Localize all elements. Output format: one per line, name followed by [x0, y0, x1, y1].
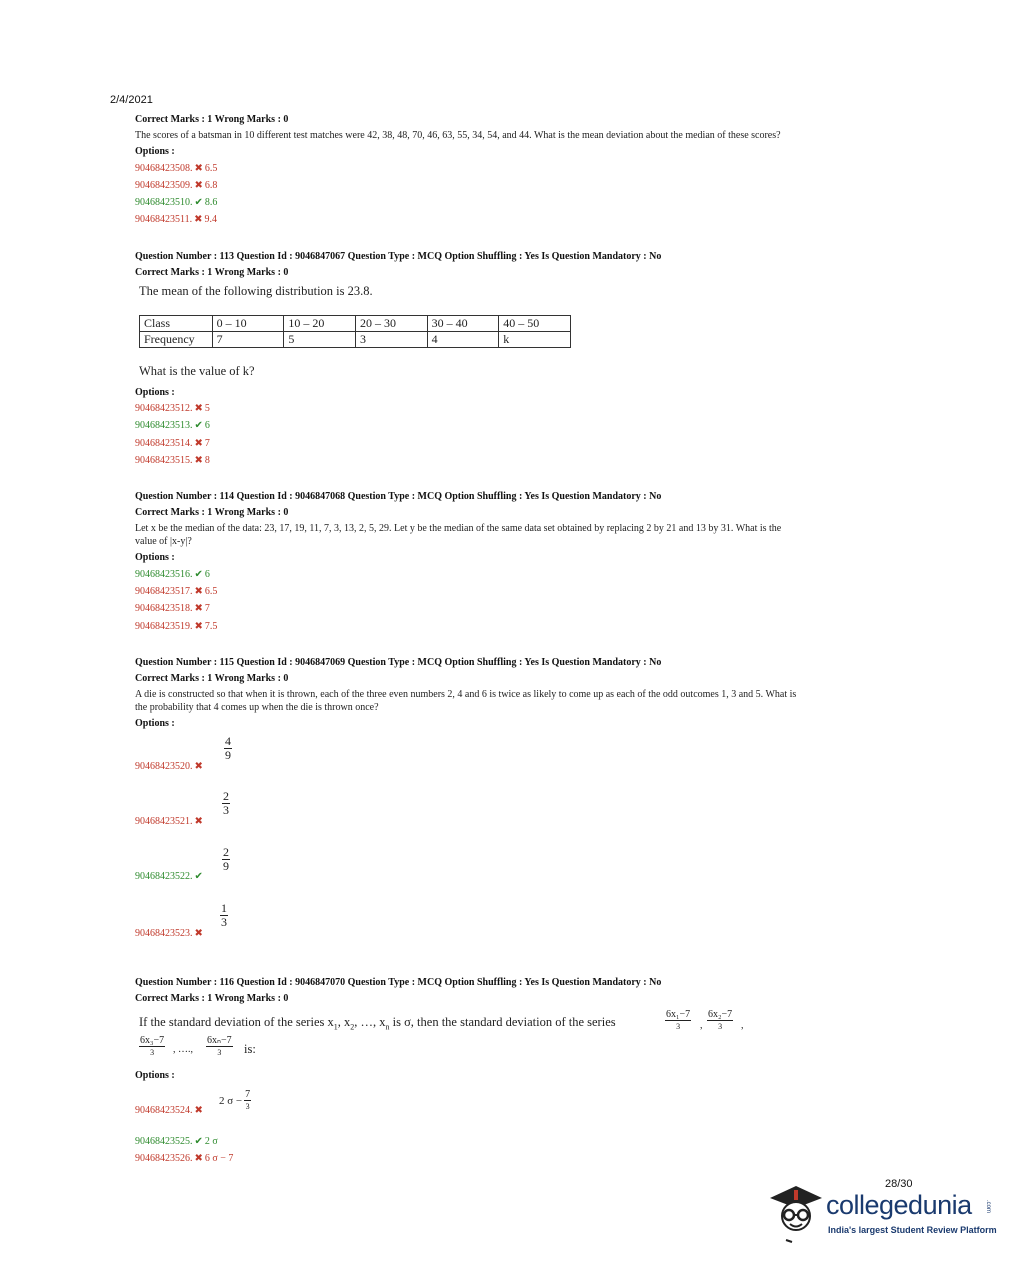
option-value: 6 σ − 7	[204, 1153, 234, 1164]
q113-marks: Correct Marks : 1 Wrong Marks : 0	[135, 267, 289, 278]
cross-icon: ✖	[194, 586, 203, 597]
option-id: 90468423518.	[135, 603, 193, 614]
numerator: 6x₁−7	[666, 1009, 691, 1020]
denominator: 3	[245, 1102, 250, 1111]
stem-text: is σ, then the standard deviation of the series	[389, 1015, 616, 1029]
check-icon: ✔	[194, 420, 203, 431]
denominator: 3	[221, 915, 227, 929]
table-cell: 10 – 20	[284, 316, 356, 332]
page-number: 28/30	[885, 1178, 913, 1190]
q115-marks: Correct Marks : 1 Wrong Marks : 0	[135, 673, 289, 684]
option-value: 6	[204, 420, 210, 431]
denominator: 9	[223, 859, 229, 873]
denominator: 9	[225, 748, 231, 762]
q115-option-4-id	[135, 928, 205, 939]
denominator: 3	[676, 1022, 681, 1031]
option-value: 6.5	[204, 586, 218, 597]
numerator: 2	[223, 845, 229, 859]
numerator: 1	[221, 901, 227, 915]
q113-header: Question Number : 113 Question Id : 9046847067 Question Type : MCQ Option Shuffling : Yes Is Question Mandatory : No	[135, 251, 662, 262]
option-value: 7	[204, 603, 210, 614]
q115-text-line2: the probability that 4 comes up when the die is thrown once?	[135, 702, 379, 713]
denominator: 3	[223, 803, 229, 817]
q116-fraction-2	[707, 1009, 733, 1032]
cross-icon: ✖	[194, 1105, 203, 1116]
q116-fraction-n	[206, 1035, 233, 1058]
ellipsis: , ….,	[173, 1044, 193, 1055]
q116-option-1-expr	[219, 1089, 251, 1112]
table-cell: 5	[284, 332, 356, 348]
distribution-table	[139, 315, 571, 348]
q116-stem-line1	[139, 1015, 616, 1032]
collegedunia-logo-text: collegedunia	[826, 1190, 972, 1220]
option-id: 90468423514.	[135, 438, 193, 449]
q114-options-label: Options :	[135, 552, 175, 563]
option-value: 6.5	[204, 163, 218, 174]
q115-option-3-id	[135, 871, 205, 882]
table-row	[140, 316, 571, 332]
option-id: 90468423524.	[135, 1105, 193, 1116]
option-value: 6.8	[204, 180, 218, 191]
q116-option-2	[135, 1136, 218, 1147]
comma: ,	[741, 1020, 744, 1031]
q112-option-4	[135, 214, 217, 225]
expr-text: 2 σ −	[219, 1094, 243, 1107]
q114-header: Question Number : 114 Question Id : 9046847068 Question Type : MCQ Option Shuffling : Yes Is Question Mandatory : No	[135, 491, 662, 502]
subscript: 1	[333, 1022, 338, 1032]
option-id: 90468423520.	[135, 761, 193, 772]
q114-option-2	[135, 586, 217, 597]
q115-header: Question Number : 115 Question Id : 9046847069 Question Type : MCQ Option Shuffling : Yes Is Question Mandatory : No	[135, 657, 662, 668]
cross-icon: ✖	[194, 603, 203, 614]
q116-options-label: Options :	[135, 1070, 175, 1081]
q112-option-3	[135, 197, 217, 208]
option-id: 90468423511.	[135, 214, 193, 225]
cross-icon: ✖	[194, 455, 203, 466]
comma: ,	[700, 1020, 703, 1031]
numerator: 6x₂−7	[708, 1009, 733, 1020]
q113-option-4	[135, 455, 210, 466]
cross-icon: ✖	[194, 438, 203, 449]
page-date: 2/4/2021	[110, 94, 153, 106]
q113-intro: The mean of the following distribution is 23.8.	[139, 284, 373, 298]
stem-text: If the standard deviation of the series x	[139, 1015, 334, 1029]
table-cell: Frequency	[140, 332, 213, 348]
table-cell: 0 – 10	[212, 316, 284, 332]
numerator: 2	[223, 789, 229, 803]
option-id: 90468423519.	[135, 621, 193, 632]
table-cell: 7	[212, 332, 284, 348]
q112-marks: Correct Marks : 1 Wrong Marks : 0	[135, 114, 289, 125]
check-icon: ✔	[194, 197, 203, 208]
denominator: 3	[217, 1048, 222, 1057]
denominator: 3	[718, 1022, 723, 1031]
q116-marks: Correct Marks : 1 Wrong Marks : 0	[135, 993, 289, 1004]
option-value: 2 σ	[204, 1136, 218, 1147]
option-value: 8	[204, 455, 210, 466]
option-value: 6	[204, 569, 210, 580]
cross-icon: ✖	[194, 761, 203, 772]
q115-options-label: Options :	[135, 718, 175, 729]
q115-option-1-fraction	[224, 735, 232, 762]
subscript: n	[385, 1022, 390, 1032]
option-value: 5	[204, 403, 210, 414]
option-id: 90468423523.	[135, 928, 193, 939]
q112-option-1	[135, 163, 217, 174]
option-id: 90468423522.	[135, 871, 193, 882]
q112-option-2	[135, 180, 217, 191]
cross-icon: ✖	[194, 180, 203, 191]
q115-option-2-fraction	[222, 790, 230, 817]
option-id: 90468423525.	[135, 1136, 193, 1147]
stem-text: , x	[337, 1015, 351, 1029]
cross-icon: ✖	[194, 403, 203, 414]
option-id: 90468423509.	[135, 180, 193, 191]
cross-icon: ✖	[194, 163, 203, 174]
option-id: 90468423516.	[135, 569, 193, 580]
option-id: 90468423513.	[135, 420, 193, 431]
table-cell: 4	[427, 332, 499, 348]
q114-option-4	[135, 621, 217, 632]
option-id: 90468423510.	[135, 197, 193, 208]
q114-option-1	[135, 569, 210, 580]
cross-icon: ✖	[194, 621, 203, 632]
check-icon: ✔	[194, 1136, 203, 1147]
table-row	[140, 332, 571, 348]
q115-text-line1: A die is constructed so that when it is thrown, each of the three even numbers 2, 4 and 6 is twice as likely to come up as each of the odd outcomes 1, 3 and 5. What is	[135, 689, 797, 700]
table-cell: 40 – 50	[499, 316, 571, 332]
collegedunia-tagline: India's largest Student Review Platform	[828, 1225, 997, 1235]
q113-options-label: Options :	[135, 387, 175, 398]
check-icon: ✔	[194, 569, 203, 580]
q116-header: Question Number : 116 Question Id : 9046847070 Question Type : MCQ Option Shuffling : Yes Is Question Mandatory : No	[135, 977, 662, 988]
q115-option-1-id	[135, 761, 205, 772]
numerator: 4	[225, 734, 231, 748]
option-value: 9.4	[204, 214, 218, 225]
option-value: 7	[204, 438, 210, 449]
collegedunia-logo-com: .com	[985, 1200, 991, 1214]
q113-option-3	[135, 438, 210, 449]
q116-option-1-id	[135, 1105, 205, 1116]
option-id: 90468423508.	[135, 163, 193, 174]
q116-option-3	[135, 1153, 233, 1164]
q116-fraction-1	[665, 1009, 691, 1032]
option-id: 90468423512.	[135, 403, 193, 414]
q116-is-text: is:	[244, 1042, 256, 1056]
q113-option-1	[135, 403, 210, 414]
q114-text-line2: value of |x-y|?	[135, 536, 192, 547]
numerator: 7	[245, 1089, 251, 1100]
table-cell: 30 – 40	[427, 316, 499, 332]
option-id: 90468423517.	[135, 586, 193, 597]
cross-icon: ✖	[194, 816, 203, 827]
q112-options-label: Options :	[135, 146, 175, 157]
table-cell: k	[499, 332, 571, 348]
q114-text-line1: Let x be the median of the data: 23, 17, 19, 11, 7, 3, 13, 2, 5, 29. Let y be the median of the same data set obtained by replacing 2 by 21 and 13 by 31. What is the	[135, 523, 782, 534]
numerator: 6x₃−7	[140, 1035, 165, 1046]
option-value: 8.6	[204, 197, 218, 208]
table-cell: 3	[355, 332, 427, 348]
q115-option-3-fraction	[222, 846, 230, 873]
option-id: 90468423521.	[135, 816, 193, 827]
cross-icon: ✖	[194, 1153, 203, 1164]
table-cell: Class	[140, 316, 213, 332]
denominator: 3	[150, 1048, 155, 1057]
check-icon: ✔	[194, 871, 203, 882]
cross-icon: ✖	[194, 214, 203, 225]
q115-option-2-id	[135, 816, 205, 827]
numerator: 6xₙ−7	[207, 1035, 232, 1046]
q113-question: What is the value of k?	[139, 364, 255, 378]
option-id: 90468423515.	[135, 455, 193, 466]
q115-option-4-fraction	[220, 902, 228, 929]
q116-fraction-3	[139, 1035, 165, 1058]
option-id: 90468423526.	[135, 1153, 193, 1164]
q114-marks: Correct Marks : 1 Wrong Marks : 0	[135, 507, 289, 518]
fraction	[244, 1089, 251, 1112]
q114-option-3	[135, 603, 210, 614]
q113-option-2	[135, 420, 210, 431]
cross-icon: ✖	[194, 928, 203, 939]
option-value: 7.5	[204, 621, 218, 632]
table-cell: 20 – 30	[355, 316, 427, 332]
subscript: 2	[350, 1022, 355, 1032]
collegedunia-logo-mascot-icon	[766, 1178, 828, 1248]
stem-text: , …, x	[354, 1015, 386, 1029]
q112-text: The scores of a batsman in 10 different test matches were 42, 38, 48, 70, 46, 63, 55, 34, 54, and 44. What is the mean deviation about the median of these scores?	[135, 130, 781, 141]
